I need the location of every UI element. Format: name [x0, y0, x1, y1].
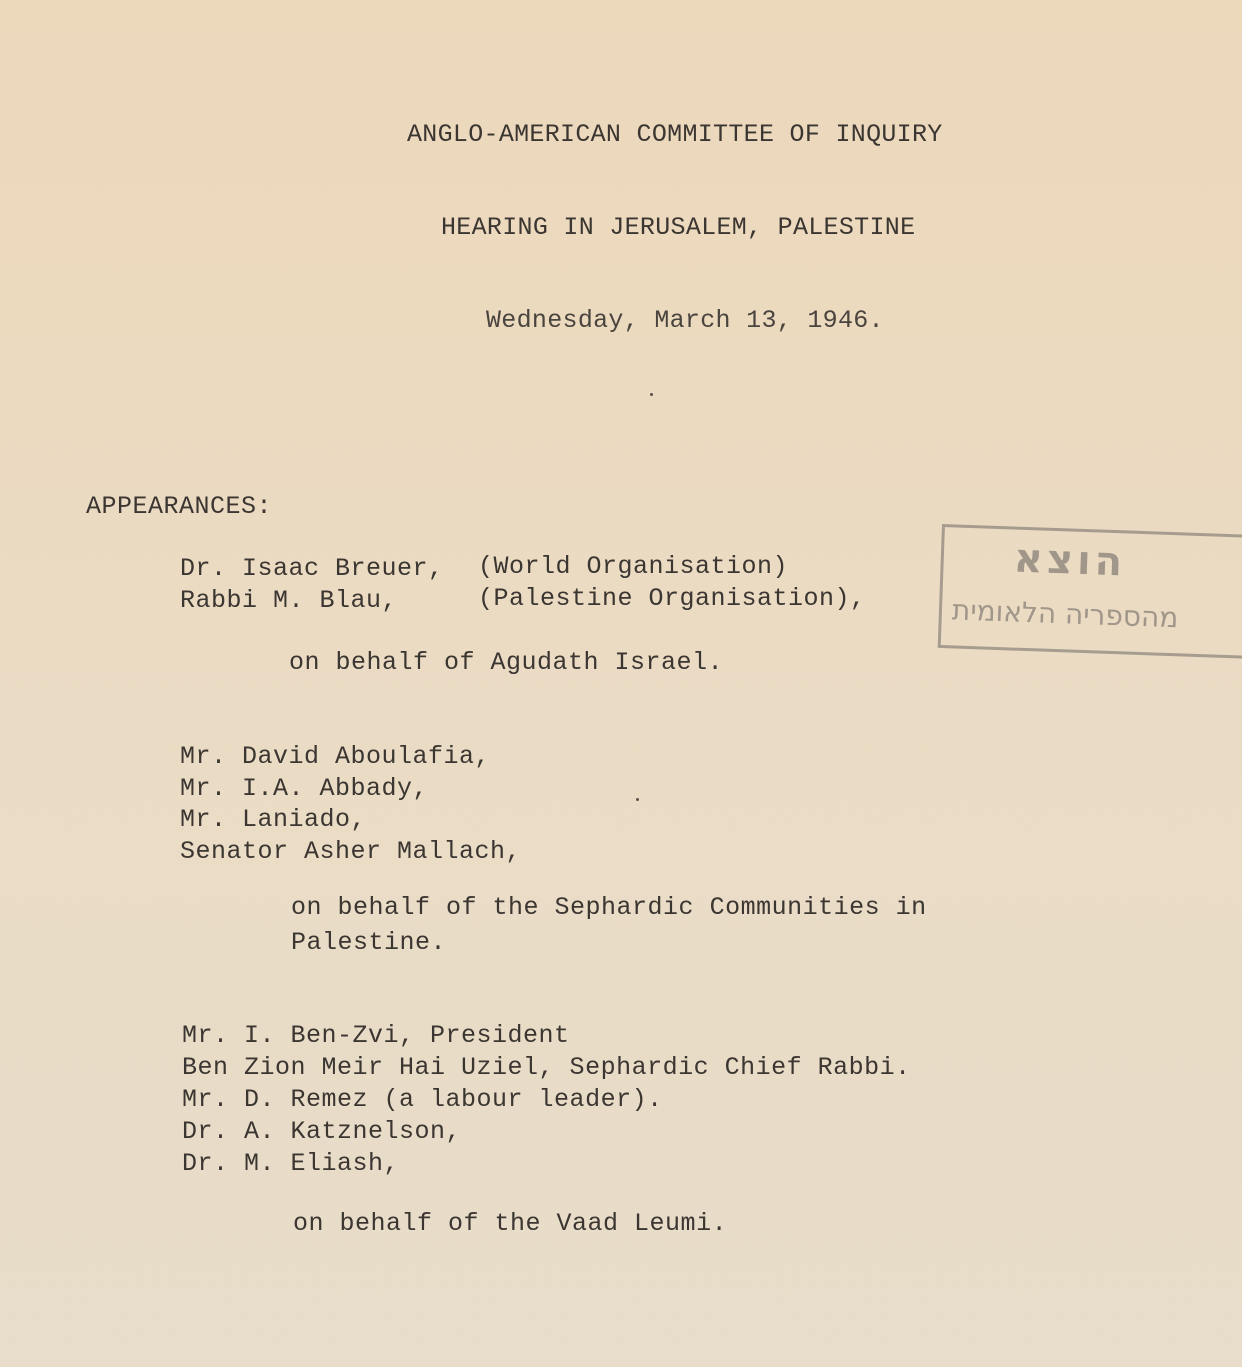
behalf-line: Palestine.	[291, 928, 447, 957]
ink-speck	[636, 798, 639, 801]
hearing-date: Wednesday, March 13, 1946.	[486, 306, 884, 335]
stamp-line-1: הוצא	[1013, 535, 1128, 586]
appearance-name: Senator Asher Mallach,	[180, 837, 522, 866]
behalf-line: on behalf of Agudath Israel.	[289, 648, 724, 677]
appearance-name: Mr. I.A. Abbady,	[180, 774, 429, 803]
appearance-note: (World Organisation)	[478, 552, 789, 581]
appearance-name: Dr. Isaac Breuer,	[180, 554, 444, 583]
appearance-name: Dr. A. Katznelson,	[182, 1117, 462, 1146]
appearance-name: Mr. D. Remez (a labour leader).	[182, 1085, 663, 1114]
behalf-line: on behalf of the Sephardic Communities in	[291, 893, 927, 922]
hearing-location: HEARING IN JERUSALEM, PALESTINE	[441, 213, 916, 242]
stamp-line-2: מהספריה הלאומית	[951, 593, 1179, 635]
library-stamp	[938, 524, 1242, 660]
appearance-name: Rabbi M. Blau,	[180, 586, 398, 615]
appearance-name: Mr. Laniado,	[180, 805, 367, 834]
behalf-line: on behalf of the Vaad Leumi.	[293, 1209, 728, 1238]
ink-speck	[650, 393, 653, 396]
appearance-name: Mr. I. Ben-Zvi, President	[182, 1021, 570, 1050]
appearance-name: Dr. M. Eliash,	[182, 1149, 400, 1178]
appearance-name: Ben Zion Meir Hai Uziel, Sephardic Chief Rabbi.	[182, 1053, 911, 1082]
appearances-heading: APPEARANCES:	[86, 492, 273, 521]
appearance-note: (Palestine Organisation),	[478, 584, 866, 613]
appearance-name: Mr. David Aboulafia,	[180, 742, 491, 771]
document-title: ANGLO-AMERICAN COMMITTEE OF INQUIRY	[407, 120, 943, 149]
